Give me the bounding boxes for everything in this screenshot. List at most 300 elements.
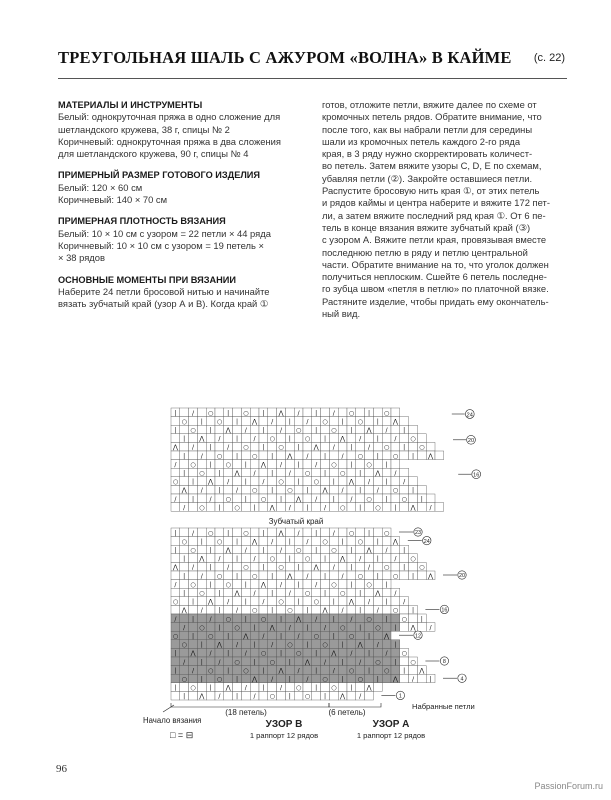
stitch-symbol: / xyxy=(218,693,221,701)
stitch-symbol: | xyxy=(341,418,344,426)
chart-cell xyxy=(206,434,215,443)
stitch-symbol: ⋀ xyxy=(348,478,354,486)
stitch-symbol: ○ xyxy=(322,641,328,649)
stitch-symbol: / xyxy=(394,470,397,477)
stitch-symbol: | xyxy=(227,650,230,658)
stitch-symbol: ⋀ xyxy=(322,607,328,615)
stitch-symbol: | xyxy=(385,598,388,606)
watermark: PassionForum.ru xyxy=(534,781,603,791)
stitch-symbol: ○ xyxy=(251,487,258,495)
pattern-a-title: УЗОР А xyxy=(372,719,410,730)
chart-cell xyxy=(347,554,356,563)
stitch-symbol: / xyxy=(306,452,309,460)
stitch-symbol: | xyxy=(262,409,265,417)
chart-cell xyxy=(338,614,347,623)
stitch-symbol: / xyxy=(183,504,186,512)
stitch-symbol: | xyxy=(183,470,186,477)
pattern-b-title: УЗОР В xyxy=(265,719,303,730)
chart-cell xyxy=(400,554,409,563)
chart-cell xyxy=(250,648,259,657)
stitch-symbol: | xyxy=(359,487,362,495)
stitch-symbol: | xyxy=(271,452,274,460)
chart-cell xyxy=(224,623,233,632)
chart-cell xyxy=(285,597,294,606)
stitch-symbol: ⋀ xyxy=(252,418,258,426)
stitch-symbol: / xyxy=(253,693,256,701)
stitch-symbol: | xyxy=(359,504,362,512)
stitch-symbol: ○ xyxy=(304,693,311,701)
stitch-symbol: ⋀ xyxy=(287,572,293,580)
chart-cell xyxy=(409,442,418,451)
stitch-symbol: | xyxy=(315,684,318,692)
chart-cell xyxy=(277,640,286,649)
chart-cell xyxy=(233,477,242,486)
chart-cell xyxy=(233,494,242,503)
right-column-text: готов, отложите петли, вяжите далее по схеме от кромочных петель рядов. Обратите внимание, что после того, как вы набрали петли для середины шали из кромочных петель каждого 2-го ряда края, в 3 ряду нужно скорректировать количест- во петель. Затем вяжите узоры С, D, E по схемам, убавляя петли (②). Закройте оставшиеся петли. Распустите бросовую нить края ①, от этих петель и рядов каймы и центра наберите и вяжите 172 пет- ли, а затем вяжите последний ряд края ①. От 6 пе- тель в конце вязания вяжите зубчатый край (③) с узором А. Вяжите петли края, провязывая вместе последнюю петлю в ряду и петлю центральной части. Обратите внимание на то, что уголок должен получиться неплоским. Сшейте 6 петель последне- го зубца швом «петля в петлю» по платочной вязке. Растяните изделие, чтобы придать ему окончатель- ный вид. xyxy=(322,99,550,320)
chart-cell xyxy=(259,503,268,512)
stitch-symbol: / xyxy=(209,650,212,658)
stitch-symbol: | xyxy=(200,658,203,666)
stitch-symbol: | xyxy=(341,641,344,649)
stitch-symbol: / xyxy=(297,633,300,640)
chart-cell xyxy=(321,477,330,486)
chart-cell xyxy=(215,562,224,571)
chart-cell xyxy=(224,588,233,597)
stitch-symbol: / xyxy=(429,624,432,632)
stitch-symbol: ⋀ xyxy=(225,427,231,434)
chart-cell xyxy=(294,691,303,700)
chart-cell xyxy=(382,623,391,632)
stitch-symbol: | xyxy=(411,607,415,615)
stitch-symbol: | xyxy=(200,538,203,546)
stitch-symbol: / xyxy=(323,624,327,632)
chart-cell xyxy=(373,562,382,571)
stitch-symbol: | xyxy=(367,650,371,658)
chart-cell xyxy=(329,571,338,580)
chart-cell xyxy=(382,417,391,426)
chart-cell xyxy=(303,648,312,657)
main-chart-block xyxy=(171,528,435,700)
chart-cell xyxy=(329,588,338,597)
stitch-symbol: / xyxy=(174,615,177,623)
stitch-symbol: | xyxy=(385,495,388,503)
chart-cell xyxy=(303,494,312,503)
chart-cell xyxy=(241,417,250,426)
chart-cell xyxy=(365,657,374,666)
row-number-label: 16 xyxy=(473,472,480,479)
chart-cell xyxy=(356,580,365,589)
stitch-symbol: ⋀ xyxy=(366,547,372,554)
stitch-symbol: | xyxy=(288,538,291,546)
stitch-symbol: / xyxy=(403,598,406,606)
chart-cell xyxy=(171,623,180,632)
chart-cell xyxy=(171,605,180,614)
chart-cell xyxy=(268,614,277,623)
stitch-symbol: | xyxy=(367,633,371,640)
chart-cell xyxy=(338,580,347,589)
chart-cell xyxy=(215,597,224,606)
chart-cell xyxy=(250,631,259,640)
chart-cell xyxy=(338,631,347,640)
chart-cell xyxy=(312,571,321,580)
chart-cell xyxy=(321,580,330,589)
chart-cell xyxy=(180,597,189,606)
chart-cell xyxy=(206,674,215,683)
chart-cell xyxy=(417,434,426,443)
stitch-symbol: / xyxy=(279,461,283,469)
stitch-symbol: | xyxy=(323,555,327,563)
chart-cell xyxy=(189,674,198,683)
stitch-symbol: | xyxy=(209,427,212,434)
stitch-symbol: ○ xyxy=(419,564,425,572)
cast-on-label: Набранные петли xyxy=(412,702,475,711)
stitch-symbol: | xyxy=(288,418,291,426)
stitch-symbol: ⋀ xyxy=(313,564,319,572)
stitch-symbol: ○ xyxy=(207,667,214,675)
chart-cell xyxy=(382,657,391,666)
edging-chart-block xyxy=(171,408,444,511)
chart-cell xyxy=(250,666,259,675)
stitch-symbol: | xyxy=(403,667,406,675)
stitch-symbol: | xyxy=(332,598,335,606)
chart-cell xyxy=(356,597,365,606)
stitch-symbol: | xyxy=(323,590,327,597)
stitch-symbol: ⋀ xyxy=(181,607,187,615)
stitch-symbol: ⋀ xyxy=(208,478,214,486)
stitch-symbol: | xyxy=(183,435,186,443)
chart-cell xyxy=(382,588,391,597)
chart-cell xyxy=(268,477,277,486)
stitch-symbol: / xyxy=(350,615,353,623)
chart-cell xyxy=(294,468,303,477)
stitch-symbol: / xyxy=(244,547,247,554)
stitch-symbol: ○ xyxy=(331,684,337,692)
stitch-symbol: ○ xyxy=(366,461,372,469)
stitch-symbol: | xyxy=(350,684,353,692)
chart-cell xyxy=(241,674,250,683)
chart-cell xyxy=(215,477,224,486)
stitch-symbol: / xyxy=(279,684,283,692)
chart-cell xyxy=(312,434,321,443)
stitch-symbol: ○ xyxy=(304,555,311,563)
stitch-symbol: | xyxy=(183,572,186,580)
stitch-symbol: ○ xyxy=(269,435,275,443)
chart-cell xyxy=(294,605,303,614)
span-b-brace xyxy=(171,703,329,707)
chart-cell xyxy=(365,554,374,563)
chart-cell xyxy=(294,451,303,460)
stitch-symbol: ⋀ xyxy=(243,633,249,640)
chart-cell xyxy=(189,571,198,580)
chart-cell xyxy=(391,408,400,417)
chart-cell xyxy=(312,554,321,563)
stitch-symbol: ○ xyxy=(401,615,407,623)
chart-cell xyxy=(338,683,347,692)
chart-cell xyxy=(303,528,312,537)
chart-cell xyxy=(206,640,215,649)
chart-cell xyxy=(321,460,330,469)
stitch-symbol: / xyxy=(315,581,318,589)
chart-cell xyxy=(321,408,330,417)
chart-cell xyxy=(259,674,268,683)
chart-cell xyxy=(233,528,242,537)
stitch-symbol: / xyxy=(227,564,230,572)
chart-cell xyxy=(373,614,382,623)
stitch-symbol: / xyxy=(315,461,318,469)
chart-cell xyxy=(285,683,294,692)
stitch-symbol: / xyxy=(288,624,291,632)
chart-cell xyxy=(382,468,391,477)
chart-cell xyxy=(435,503,444,512)
stitch-symbol: ⋀ xyxy=(252,676,258,683)
chart-cell xyxy=(206,605,215,614)
stitch-symbol: | xyxy=(227,409,230,417)
chart-cell xyxy=(285,545,294,554)
chart-cell xyxy=(417,503,426,512)
stitch-symbol: | xyxy=(394,641,397,649)
stitch-symbol: ⋀ xyxy=(199,693,205,701)
chart-cell xyxy=(329,623,338,632)
chart-cell xyxy=(417,623,426,632)
chart-cell xyxy=(268,631,277,640)
stitch-symbol: ○ xyxy=(357,418,363,426)
stitch-symbol: ⋀ xyxy=(392,538,398,546)
chart-cell xyxy=(347,503,356,512)
chart-cell xyxy=(338,545,347,554)
chart-cell xyxy=(259,485,268,494)
stitch-symbol: | xyxy=(394,504,397,512)
chart-cell xyxy=(312,537,321,546)
chart-cell xyxy=(400,571,409,580)
chart-cell xyxy=(285,666,294,675)
chart-cell xyxy=(382,451,391,460)
chart-cell xyxy=(391,614,400,623)
chart-cell xyxy=(233,614,242,623)
chart-cell xyxy=(356,460,365,469)
stitch-symbol: | xyxy=(332,615,335,623)
stitch-symbol: / xyxy=(394,435,397,443)
stitch-symbol: / xyxy=(350,495,353,503)
stitch-symbol: ○ xyxy=(295,547,302,554)
stitch-symbol: | xyxy=(394,658,397,666)
stitch-symbol: | xyxy=(174,427,177,434)
stitch-symbol: ⋀ xyxy=(410,624,416,632)
chart-cell xyxy=(285,631,294,640)
chart-cell xyxy=(347,434,356,443)
chart-cell xyxy=(268,597,277,606)
chart-cell xyxy=(259,640,268,649)
chart-cell xyxy=(268,494,277,503)
chart-cell xyxy=(189,451,198,460)
stitch-symbol: | xyxy=(183,555,186,563)
row-number-label: 16 xyxy=(441,607,448,614)
chart-cell xyxy=(268,562,277,571)
key-points-heading: ОСНОВНЫЕ МОМЕНТЫ ПРИ ВЯЗАНИИ xyxy=(58,274,237,285)
stitch-symbol: | xyxy=(411,572,415,580)
chart-cell xyxy=(382,605,391,614)
stitch-symbol: | xyxy=(403,564,406,572)
stitch-symbol: | xyxy=(200,641,203,649)
row-number-label: 4 xyxy=(460,676,464,683)
stitch-symbol: | xyxy=(218,607,221,615)
chart-cell xyxy=(233,666,242,675)
stitch-symbol: ⋀ xyxy=(260,461,266,469)
stitch-symbol: | xyxy=(350,427,353,434)
stitch-symbol: | xyxy=(244,598,247,606)
chart-cell xyxy=(285,580,294,589)
stitch-symbol: | xyxy=(227,633,230,640)
chart-cell xyxy=(215,648,224,657)
stitch-symbol: / xyxy=(279,427,283,434)
chart-cell xyxy=(224,503,233,512)
chart-cell xyxy=(180,442,189,451)
chart-cell xyxy=(277,588,286,597)
stitch-symbol: / xyxy=(227,444,230,452)
chart-cell xyxy=(373,425,382,434)
chart-cell xyxy=(347,605,356,614)
chart-cell xyxy=(417,451,426,460)
chart-cell xyxy=(224,434,233,443)
chart-cell xyxy=(400,605,409,614)
chart-cell xyxy=(233,545,242,554)
stitch-symbol: ○ xyxy=(383,409,390,417)
chart-cell xyxy=(224,640,233,649)
chart-cell xyxy=(259,657,268,666)
chart-cell xyxy=(233,597,242,606)
chart-cell xyxy=(400,434,409,443)
chart-cell xyxy=(321,648,330,657)
chart-cell xyxy=(409,477,418,486)
chart-cell xyxy=(338,442,347,451)
stitch-symbol: | xyxy=(191,633,195,640)
stitch-symbol: ⋀ xyxy=(322,487,328,495)
chart-cell xyxy=(197,460,206,469)
stitch-symbol: | xyxy=(209,444,212,452)
stitch-symbol: | xyxy=(411,452,415,460)
stitch-symbol: | xyxy=(183,693,186,701)
row-number-label: 8 xyxy=(442,659,446,666)
stitch-symbol: | xyxy=(403,444,406,452)
stitch-symbol: | xyxy=(376,452,379,460)
chart-cell xyxy=(365,571,374,580)
chart-cell xyxy=(382,503,391,512)
stitch-symbol: | xyxy=(323,470,327,477)
chart-cell xyxy=(259,554,268,563)
stitch-symbol: / xyxy=(218,555,221,563)
chart-cell xyxy=(312,623,321,632)
stitch-symbol: ⋀ xyxy=(366,427,372,434)
stitch-symbol: | xyxy=(288,435,291,443)
stitch-symbol: ⋀ xyxy=(357,641,363,649)
chart-cell xyxy=(241,485,250,494)
stitch-symbol: ○ xyxy=(225,615,231,623)
stitch-symbol: | xyxy=(218,470,221,477)
stitch-symbol: ○ xyxy=(383,529,390,537)
stitch-symbol: ○ xyxy=(295,684,302,692)
stitch-symbol: | xyxy=(253,624,256,632)
stitch-symbol: / xyxy=(359,658,362,666)
stitch-symbol: | xyxy=(315,650,318,658)
chart-cell xyxy=(180,648,189,657)
stitch-symbol: ○ xyxy=(234,624,240,632)
stitch-symbol: | xyxy=(341,538,344,546)
chart-cell xyxy=(373,666,382,675)
chart-cell xyxy=(373,597,382,606)
stitch-symbol: / xyxy=(341,572,344,580)
chart-cell xyxy=(356,614,365,623)
chart-cell xyxy=(259,605,268,614)
chart-cell xyxy=(347,468,356,477)
stitch-symbol: | xyxy=(297,478,300,486)
chart-cell xyxy=(365,623,374,632)
chart-cell xyxy=(233,648,242,657)
stitch-symbol: | xyxy=(359,470,362,477)
stitch-symbol: | xyxy=(200,676,203,683)
stitch-symbol: | xyxy=(191,615,195,623)
stitch-symbol: | xyxy=(376,435,379,443)
stitch-symbol: | xyxy=(350,581,353,589)
stitch-symbol: | xyxy=(323,572,327,580)
chart-cell xyxy=(338,562,347,571)
chart-cell xyxy=(277,468,286,477)
stitch-symbol: ○ xyxy=(216,676,223,683)
chart-cell xyxy=(400,485,409,494)
chart-cell xyxy=(356,477,365,486)
chart-cell xyxy=(312,674,321,683)
stitch-symbol: / xyxy=(218,658,221,666)
stitch-symbol: / xyxy=(385,427,388,434)
stitch-symbol: | xyxy=(183,452,186,460)
chart-cell xyxy=(347,588,356,597)
stitch-symbol: | xyxy=(271,590,274,597)
stitch-symbol: ○ xyxy=(190,461,196,469)
pattern-a-repeat: 1 раппорт 12 рядов xyxy=(356,731,426,740)
stitch-symbol: | xyxy=(323,693,327,701)
stitch-symbol: | xyxy=(385,615,388,623)
stitch-symbol: ⋀ xyxy=(269,504,275,512)
stitch-symbol: / xyxy=(262,598,265,606)
chart-cell xyxy=(259,691,268,700)
stitch-symbol: ○ xyxy=(243,529,249,537)
stitch-symbol: ○ xyxy=(410,555,416,563)
chart-cell xyxy=(171,657,180,666)
stitch-symbol: ⋀ xyxy=(208,598,214,606)
stitch-symbol: | xyxy=(262,427,265,434)
chart-cell xyxy=(373,408,382,417)
stitch-symbol: | xyxy=(253,504,256,512)
stitch-symbol: ⋀ xyxy=(340,693,346,701)
chart-cell xyxy=(329,657,338,666)
chart-cell xyxy=(197,562,206,571)
chart-cell xyxy=(206,657,215,666)
stitch-symbol: | xyxy=(271,487,274,495)
chart-cell xyxy=(224,674,233,683)
stitch-symbol: | xyxy=(218,590,221,597)
stitch-symbol: | xyxy=(315,409,318,417)
stitch-symbol: ⋀ xyxy=(375,590,381,597)
chart-cell xyxy=(197,666,206,675)
chart-cell xyxy=(197,648,206,657)
stitch-symbol: ○ xyxy=(207,633,214,640)
chart-cell xyxy=(259,451,268,460)
stitch-symbol: | xyxy=(174,684,177,692)
chart-cell xyxy=(215,545,224,554)
stitch-symbol: | xyxy=(218,624,221,632)
chart-cell xyxy=(294,503,303,512)
stitch-symbol: ○ xyxy=(216,452,223,460)
chart-cell xyxy=(180,545,189,554)
chart-cell xyxy=(391,460,400,469)
